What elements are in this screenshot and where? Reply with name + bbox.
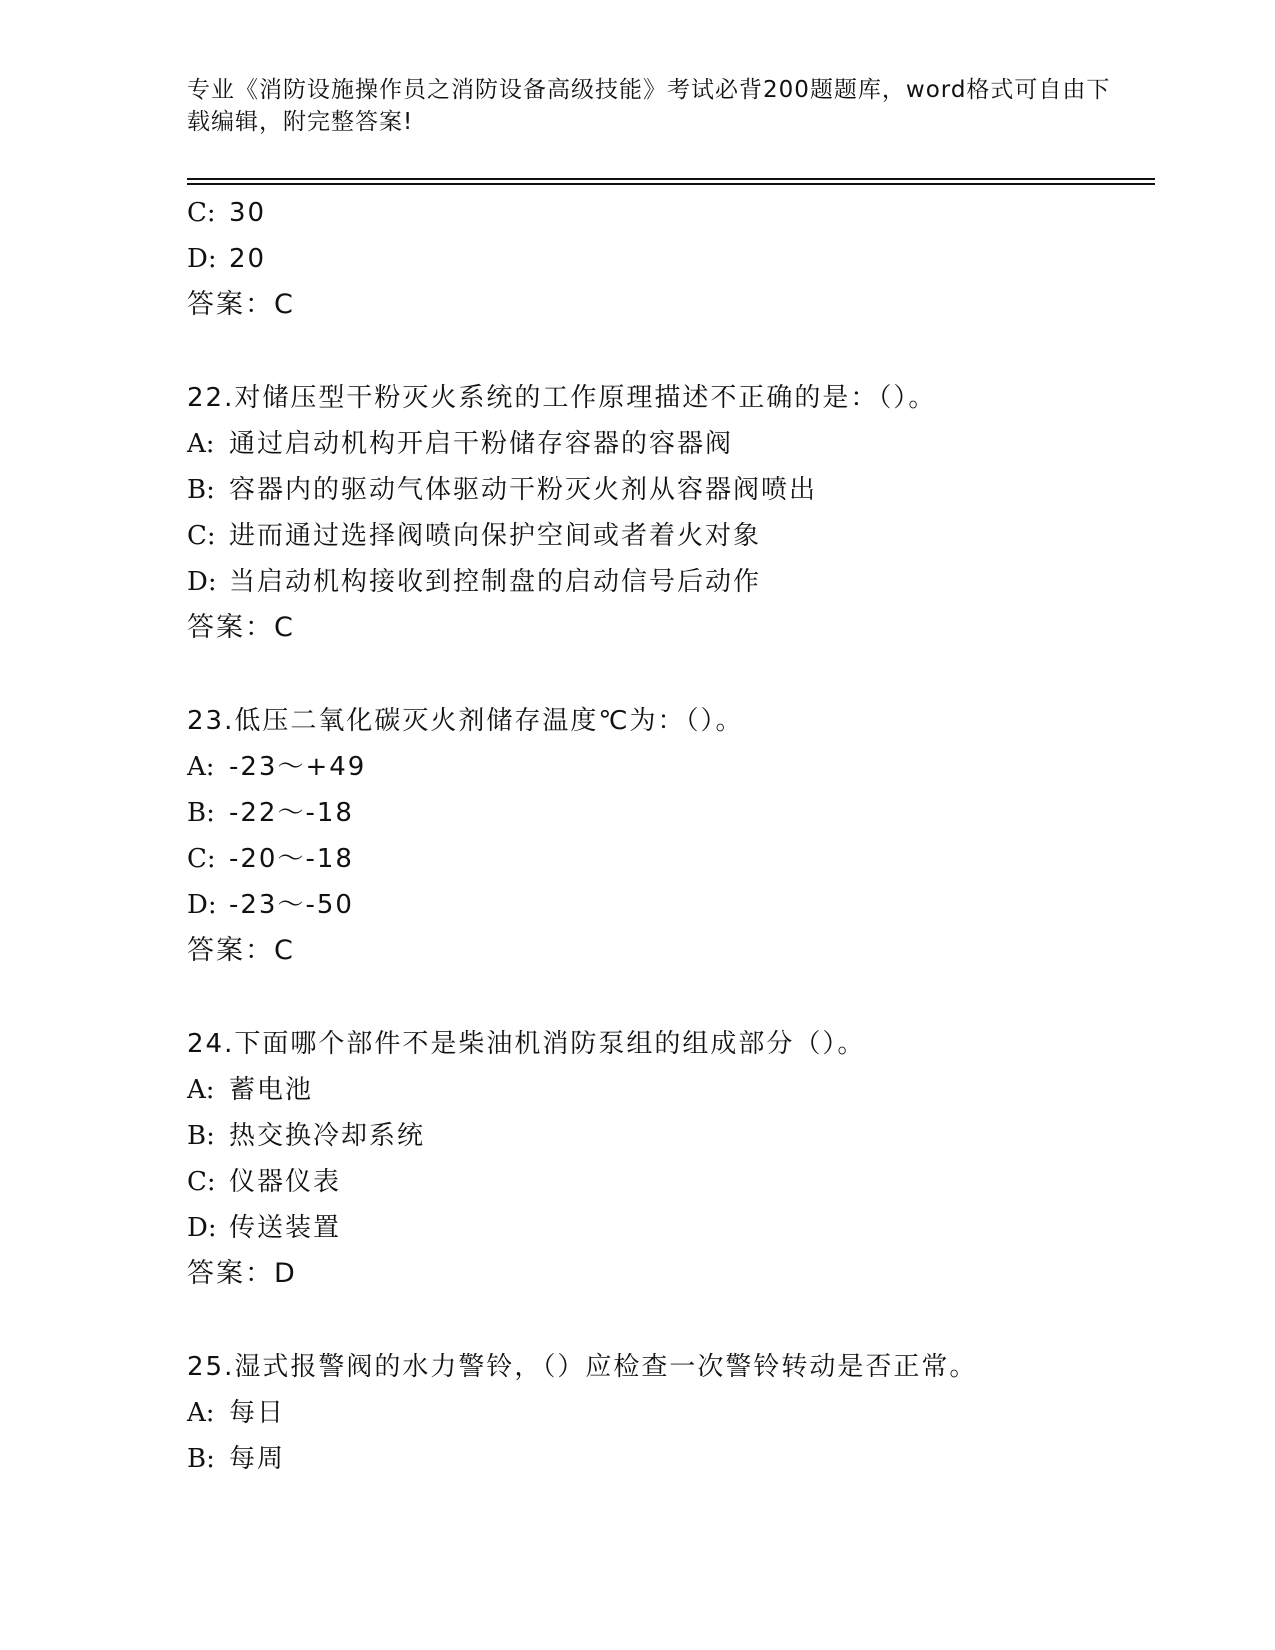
option-d: [187, 1205, 1147, 1251]
option-key: D:: [187, 567, 217, 597]
option-c: [187, 190, 1147, 236]
option-key: B:: [187, 1444, 215, 1474]
option-text: -23～+49: [229, 752, 367, 782]
question-stem: 24.下面哪个部件不是柴油机消防泵组的组成部分（）。: [187, 1029, 866, 1059]
answer-line: 答案：C: [187, 935, 295, 966]
question-stem: 23.低压二氧化碳灭火剂储存温度℃为：（）。: [187, 706, 744, 736]
header-divider-bottom: [187, 183, 1155, 185]
answer-line: 答案：C: [187, 612, 295, 643]
option-text: 传送装置: [229, 1213, 342, 1243]
option-b: [187, 790, 1147, 836]
option-text: -22～-18: [229, 798, 354, 828]
option-key: D:: [187, 890, 217, 920]
option-a: [187, 1390, 1147, 1436]
document-header: [187, 74, 1117, 138]
spacer: [187, 974, 1147, 1021]
document-title: 专业《消防设施操作员之消防设备高级技能》考试必背200题题库，word格式可自由下载编辑，附完整答案!: [187, 77, 1111, 135]
question-stem: 22.对储压型干粉灭火系统的工作原理描述不正确的是：（）。: [187, 383, 937, 413]
option-d: [187, 236, 1147, 282]
option-text: -23～-50: [229, 890, 354, 920]
option-key: B:: [187, 475, 215, 505]
option-d: [187, 559, 1147, 605]
option-key: A:: [187, 1398, 215, 1428]
option-key: C:: [187, 198, 216, 228]
question-list: [187, 190, 1147, 1482]
spacer: [187, 1297, 1147, 1344]
question-21-continued: [187, 190, 1147, 328]
answer-line: 答案：D: [187, 1258, 297, 1289]
option-key: C:: [187, 844, 216, 874]
option-key: D:: [187, 1213, 217, 1243]
option-a: [187, 421, 1147, 467]
option-key: A:: [187, 752, 215, 782]
option-text: 进而通过选择阀喷向保护空间或者着火对象: [229, 521, 762, 551]
option-c: [187, 513, 1147, 559]
option-text: 30: [229, 198, 267, 228]
option-a: [187, 1067, 1147, 1113]
option-key: C:: [187, 521, 216, 551]
option-key: B:: [187, 798, 215, 828]
option-b: [187, 1436, 1147, 1482]
question-stem: 25.湿式报警阀的水力警铃，（）应检查一次警铃转动是否正常。: [187, 1352, 978, 1382]
option-text: 热交换冷却系统: [229, 1121, 426, 1151]
option-text: -20～-18: [229, 844, 354, 874]
question-24: [187, 1021, 1147, 1297]
option-text: 每周: [229, 1444, 286, 1474]
option-text: 容器内的驱动气体驱动干粉灭火剂从容器阀喷出: [229, 475, 818, 505]
spacer: [187, 651, 1147, 698]
option-key: A:: [187, 429, 215, 459]
question-23: [187, 698, 1147, 974]
option-text: 蓄电池: [229, 1075, 314, 1105]
spacer: [187, 328, 1147, 375]
question-22: [187, 375, 1147, 651]
option-b: [187, 467, 1147, 513]
option-text: 20: [229, 244, 267, 274]
option-a: [187, 744, 1147, 790]
option-key: A:: [187, 1075, 215, 1105]
option-d: [187, 882, 1147, 928]
option-key: C:: [187, 1167, 216, 1197]
option-text: 仪器仪表: [229, 1167, 342, 1197]
option-c: [187, 1159, 1147, 1205]
answer-line: 答案：C: [187, 289, 295, 320]
option-text: 通过启动机构开启干粉储存容器的容器阀: [229, 429, 734, 459]
option-text: 当启动机构接收到控制盘的启动信号后动作: [229, 567, 762, 597]
option-b: [187, 1113, 1147, 1159]
header-divider-top: [187, 178, 1155, 180]
question-25: [187, 1344, 1147, 1482]
option-text: 每日: [229, 1398, 286, 1428]
option-key: B:: [187, 1121, 215, 1151]
option-key: D:: [187, 244, 217, 274]
option-c: [187, 836, 1147, 882]
